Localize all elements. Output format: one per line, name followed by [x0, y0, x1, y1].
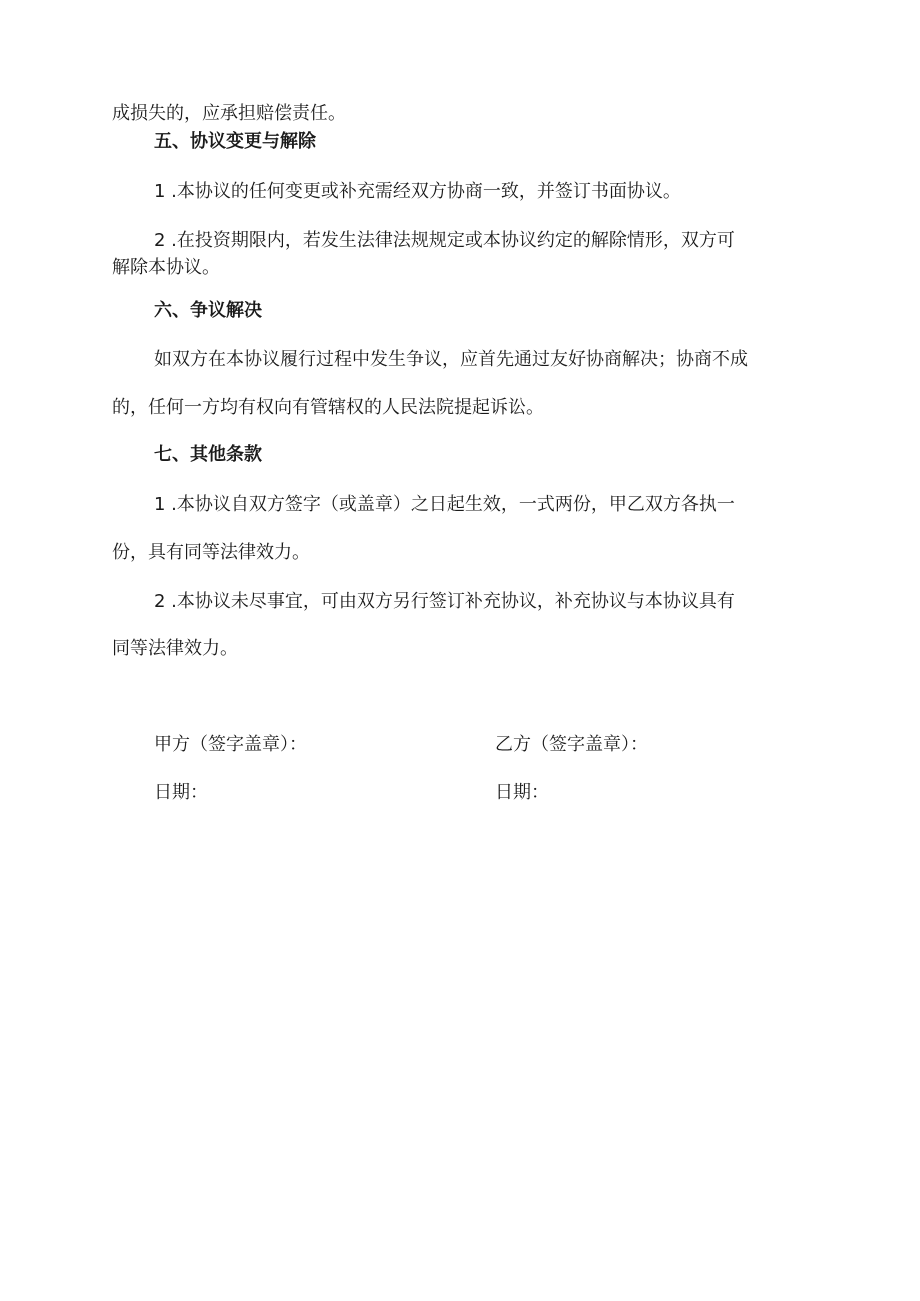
section-7-item-2-line-1: 2 .本协议未尽事宜，可由双方另行签订补充协议，补充协议与本协议具有 [154, 591, 735, 612]
section-7-item-1-line-2: 份，具有同等法律效力。 [112, 542, 310, 563]
party-b-signature-label: 乙方（签字盖章）： [495, 734, 648, 755]
section-7-heading: 七、其他条款 [154, 444, 262, 465]
section-5-heading: 五、协议变更与解除 [154, 131, 316, 152]
continuation-text: 成损失的，应承担赔偿责任。 [112, 103, 346, 124]
party-b-date-label: 日期： [495, 782, 549, 803]
party-a-date-label: 日期： [154, 782, 208, 803]
section-6-item-1-line-2: 的，任何一方均有权向有管辖权的人民法院提起诉讼。 [112, 397, 544, 418]
section-5-item-2-line-2: 解除本协议。 [112, 257, 220, 278]
party-a-signature-label: 甲方（签字盖章）： [154, 734, 307, 755]
section-6-item-1-line-1: 如双方在本协议履行过程中发生争议，应首先通过友好协商解决；协商不成 [154, 349, 748, 370]
section-5-item-1-line-1: 1 .本协议的任何变更或补充需经双方协商一致，并签订书面协议。 [154, 181, 681, 202]
section-6-heading: 六、争议解决 [154, 300, 262, 321]
section-7-item-1-line-1: 1 .本协议自双方签字（或盖章）之日起生效，一式两份，甲乙双方各执一 [154, 494, 735, 515]
section-5-item-2-line-1: 2 .在投资期限内，若发生法律法规规定或本协议约定的解除情形，双方可 [154, 230, 735, 251]
section-7-item-2-line-2: 同等法律效力。 [112, 638, 238, 659]
